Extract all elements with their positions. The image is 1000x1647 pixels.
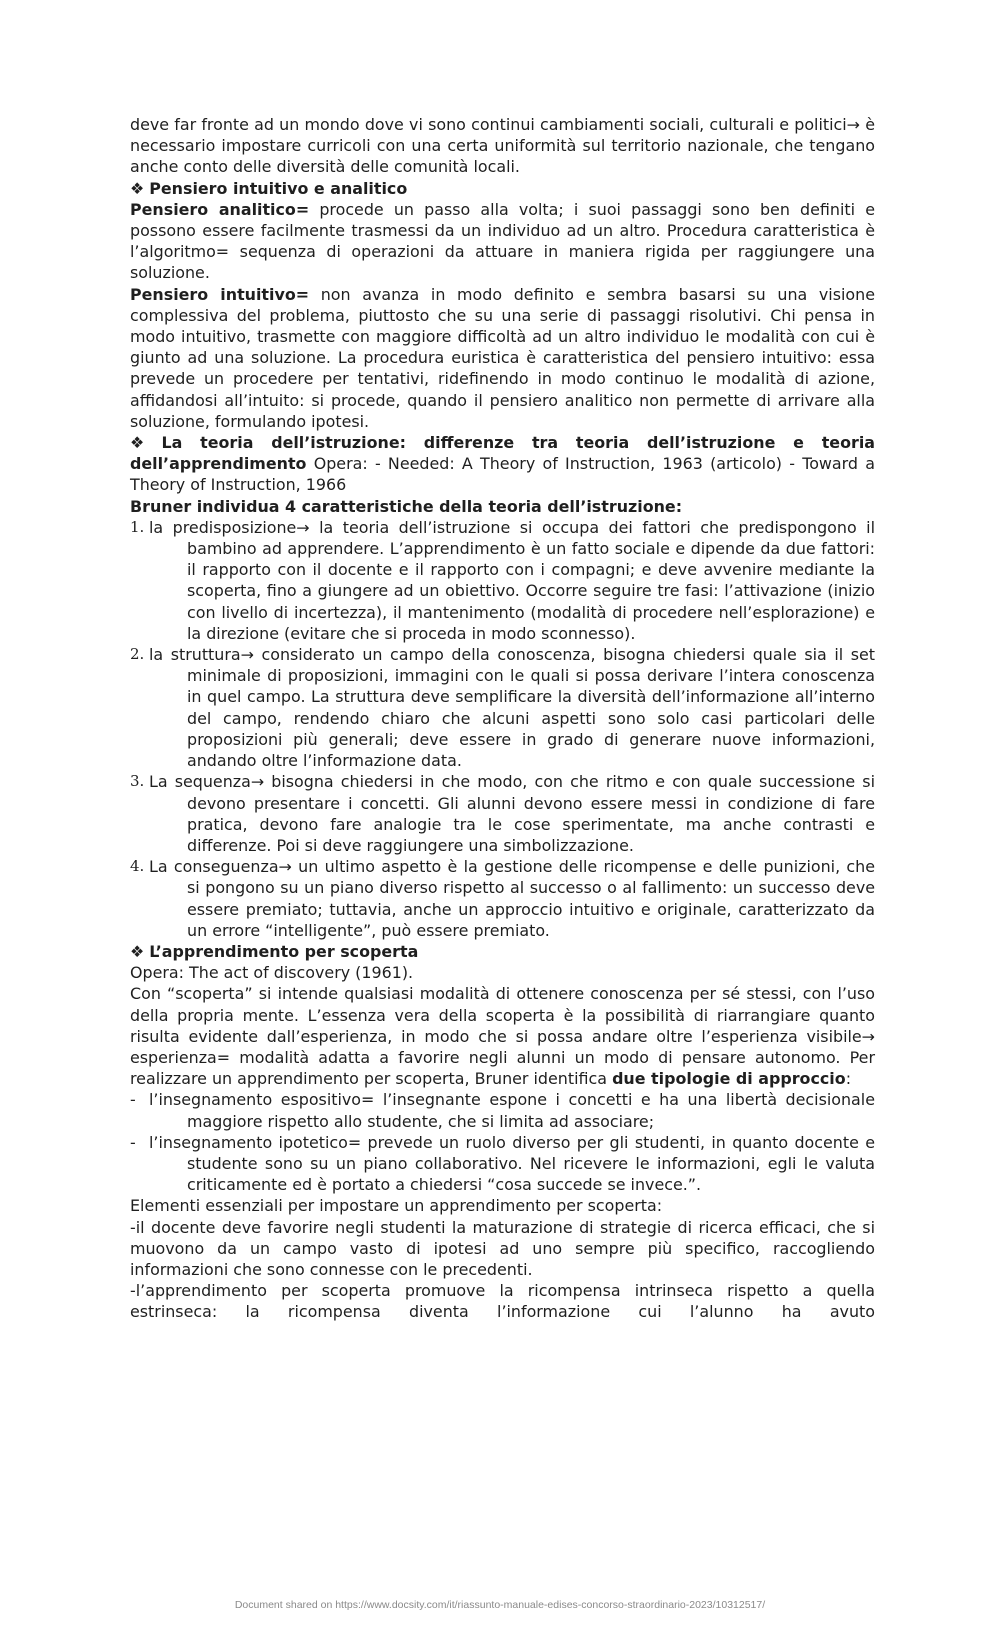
diamond-bullet-icon: ❖ xyxy=(130,433,157,453)
list-item xyxy=(130,517,875,644)
paragraph-pensiero-analitico xyxy=(130,199,875,284)
term-pensiero-intuitivo: Pensiero intuitivo= xyxy=(130,284,310,304)
diamond-bullet-icon: ❖ xyxy=(130,178,145,198)
document-page xyxy=(130,114,875,1323)
paragraph-colon: : xyxy=(845,1069,852,1089)
item-text: la predisposizione→ la teoria dell’istruzione si occupa dei fattori che predispongono il bambino ad apprendere. L’apprendimento è un fatto sociale e dipende da due fattori: il rapporto con il docente e il rapporto con i compagni; e deve avvenire mediante la scoperta, fino a giungere ad un obiettivo. Occorre seguire tre fasi: l’attivazione (inizio con livello di incertezza), il mantenimento (modalità di procedere nell’esplorazione) e la direzione (evitare che si proceda in modo sconnesso). xyxy=(149,517,875,643)
works-reference: Opera: - Needed: A Theory of Instruction, 1963 (articolo) - Toward a Theory of Instruction, 1966 xyxy=(130,454,875,495)
work-reference: Opera: The act of discovery (1961). xyxy=(130,963,414,983)
element-paragraph: -l’apprendimento per scoperta promuove la ricompensa intrinseca rispetto a quella estrinseca: la ricompensa diventa l’informazione cui l’alunno ha avuto xyxy=(130,1281,875,1322)
dash-bullet: - xyxy=(130,1132,136,1152)
section-title: La teoria dell’istruzione: differenze tra teoria dell’istruzione e teoria dell’apprendimento xyxy=(130,433,876,474)
item-number: 4. xyxy=(130,857,145,876)
list-item xyxy=(130,644,875,771)
definition-text: non avanza in modo definito e sembra basarsi su una visione complessiva del problema, piuttosto che su una serie di passaggi risolutivi. Chi pensa in modo intuitivo, trasmette con maggiore difficoltà ad un altro individuo le modalità con cui è giunto ad una soluzione. La procedura euristica è caratteristica del pensiero intuitivo: essa prevede un procedere per tentativi, ridefinendo in modo continuo le modalità di azione, affidandosi all’intuito: si procede, quando il pensiero analitico non permette di arrivare alla soluzione, formulando ipotesi. xyxy=(130,284,875,431)
list-item xyxy=(130,856,875,941)
list-subtitle: Bruner individua 4 caratteristiche della teoria dell’istruzione: xyxy=(130,496,683,516)
section-heading-pensiero xyxy=(130,178,875,199)
document-footer: Document shared on https://www.docsity.com/it/riassunto-manuale-edises-concorso-straordinario-2023/10312517/ xyxy=(234,1599,766,1611)
section-title: L’apprendimento per scoperta xyxy=(149,941,419,961)
elements-intro: Elementi essenziali per impostare un apprendimento per scoperta: xyxy=(130,1196,663,1216)
bold-approcci: due tipologie di approccio xyxy=(612,1069,846,1089)
dash-bullet: - xyxy=(130,1090,136,1110)
numbered-list xyxy=(130,517,875,941)
intro-paragraph: deve far fronte ad un mondo dove vi sono continui cambiamenti sociali, culturali e politici→ è necessario impostare curricoli con una certa uniformità sul territorio nazionale, che tengano anche conto delle diversità delle comunità locali. xyxy=(130,115,875,177)
section-heading-teoria-istruzione xyxy=(130,432,875,496)
list-item xyxy=(130,1132,875,1196)
paragraph-text: Con “scoperta” si intende qualsiasi modalità di ottenere conoscenza per sé stessi, con l’uso della propria mente. L’essenza vera della scoperta è la possibilità di riarrangiare quanto risulta evidente dall’esperienza, in modo che si possa andare oltre l’esperienza visibile→ esperienza= modalità adatta a favorire negli alunni un modo di pensare autonomo. Per realizzare un apprendimento per scoperta, Bruner identifica xyxy=(130,984,875,1089)
item-number: 3. xyxy=(130,772,145,791)
definition-text: procede un passo alla volta; i suoi passaggi sono ben definiti e possono essere facilmente trasmessi da un individuo ad un altro. Procedura caratteristica è l’algoritmo= sequenza di operazioni da attuare in maniera rigida per raggiungere una soluzione. xyxy=(130,199,875,283)
item-number: 1. xyxy=(130,517,145,536)
section-heading-scoperta xyxy=(130,941,875,962)
item-text: la struttura→ considerato un campo della conoscenza, bisogna chiedersi quale sia il set minimale di proposizioni, immagini con le quali si possa derivare l’intera conoscenza in quel campo. La struttura deve semplificare la diversità dell’informazione all’interno del campo, rendendo chiaro che alcuni aspetti sono solo casi particolari delle proposizioni più generali; deve essere in grado di generare nuove informazioni, andando oltre l’informazione data. xyxy=(149,645,875,771)
item-text: La conseguenza→ un ultimo aspetto è la gestione delle ricompense e delle punizioni, che si pongono su un piano diverso rispetto al successo o al fallimento: un successo deve essere premiato; tuttavia, anche un approccio intuitivo e originale, caratterizzato da un errore “intelligente”, può essere premiato. xyxy=(149,857,875,940)
dash-list xyxy=(130,1089,875,1195)
term-pensiero-analitico: Pensiero analitico= xyxy=(130,199,310,219)
section-title: Pensiero intuitivo e analitico xyxy=(149,178,408,198)
diamond-bullet-icon: ❖ xyxy=(130,941,145,961)
list-item xyxy=(130,771,875,856)
list-item xyxy=(130,1089,875,1131)
item-number: 2. xyxy=(130,645,145,664)
item-text: l’insegnamento ipotetico= prevede un ruolo diverso per gli studenti, in quanto docente e studente sono su un piano collaborativo. Nel ricevere le informazioni, egli le valuta criticamente ed è portato a chiedersi “cosa succede se invece.”. xyxy=(149,1132,875,1195)
element-paragraph: -il docente deve favorire negli studenti la maturazione di strategie di ricerca efficaci, che si muovono da un campo vasto di ipotesi ad uno sempre più specifico, raccogliendo informazioni che sono connesse con le precedenti. xyxy=(130,1217,875,1279)
item-text: l’insegnamento espositivo= l’insegnante espone i concetti e ha una libertà decisionale maggiore rispetto allo studente, che si limita ad associare; xyxy=(149,1090,875,1131)
paragraph-pensiero-intuitivo xyxy=(130,284,875,432)
paragraph-scoperta xyxy=(130,983,875,1089)
item-text: La sequenza→ bisogna chiedersi in che modo, con che ritmo e con quale successione si devono presentare i concetti. Gli alunni devono essere messi in condizione di fare pratica, devono fare analogie tra le cose sperimentate, ma anche contrasti e differenze. Poi si deve raggiungere una simbolizzazione. xyxy=(149,772,875,855)
